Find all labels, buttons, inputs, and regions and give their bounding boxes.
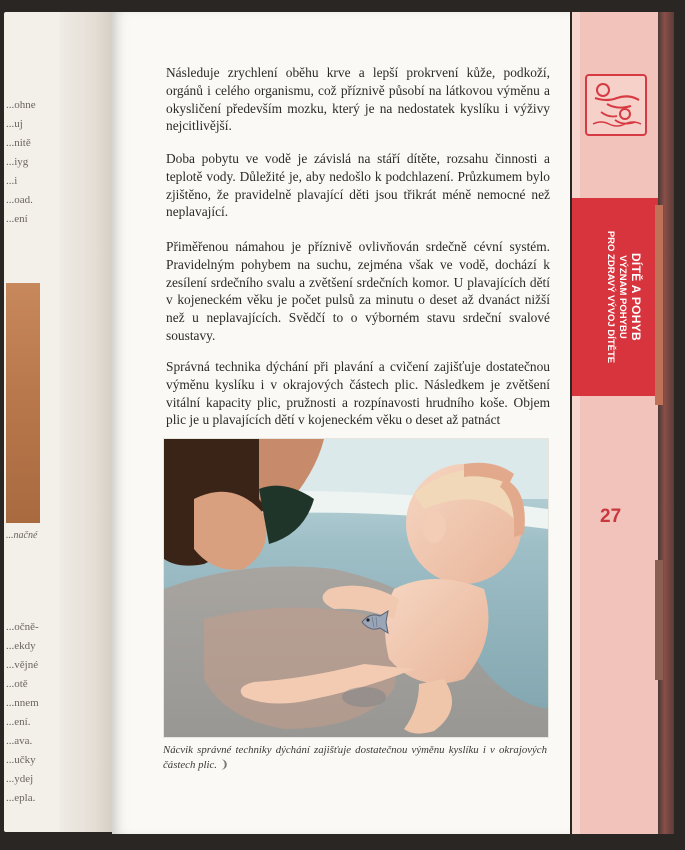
- left-page-photo: [6, 283, 40, 523]
- paragraph-water-time: Doba pobytu ve vodě je závislá na stáří dítěte, rozsahu činnosti a teplotě vody. Důležité je, aby nedošlo k podchlazení. Průzkumem bylo zjištěno, že pravidelně plavající děti jsou třikrát méně nemocné než neplavající.: [166, 151, 550, 220]
- paragraph-breathing: Správná technika dýchání při plavání a cvičení zajišťuje dostatečnou výměnu kyslíku i v okrajových částech plic. Následkem je zvětšení vitální kapacity plic, pružnosti a rozpínavosti hrudního koše. Objem plic je u plavajících dětí v kojeneckém věku o deset až patnáct: [166, 359, 550, 428]
- book-edge: [658, 12, 674, 834]
- book-edge-shade: [655, 560, 663, 680]
- paragraph-circulation: Následuje zrychlení oběhu krve a lepší prokrvení kůže, podkoží, orgánů i celého organismu, což příznivě působí na látkovou výměnu a okysličení především mozku, který je na nedostatek kyslíku i výživy nejcitlivější.: [166, 65, 550, 134]
- chapter-title: DÍTĚ A POHYB: [629, 252, 643, 342]
- chapter-tab-text: [584, 197, 644, 397]
- mother-baby-swim-icon: [587, 76, 645, 134]
- left-page-caption: ...načné: [6, 530, 38, 541]
- left-page-text-bottom: ...očně- ...ekdy ...vějné ...otě ...nnem ...ení. ...ava. ...učky ...ydej ...epla.: [6, 621, 39, 804]
- section-title-line2: PRO ZDRAVÝ VÝVOJ DÍTĚTE: [605, 230, 616, 364]
- side-strip-edge: [572, 12, 580, 834]
- book-edge-highlight: [655, 205, 663, 405]
- fish-icon: [358, 609, 392, 635]
- page-number: 27: [600, 506, 622, 527]
- chapter-icon-box: [585, 74, 647, 136]
- page-gutter: [60, 12, 120, 832]
- left-page-text-top: ...ohne ...uj ...nitě ...iyg ...i ...oad. ...ení: [6, 99, 36, 225]
- section-title-line1: VÝZNAM POHYBU: [617, 255, 628, 339]
- baby-swimming-photo: [163, 438, 549, 738]
- paragraph-cardiovascular: Přiměřenou námahou je příznivě ovlivňován srdečně cévní systém. Pravidelným pohybem na suchu, zejména však ve vodě, dochází k zesílení srdečního svalu a zvětšení srdečních komor. U plavajících dětí v kojeneckém věku je počet pulsů za minutu o deset až dvanáct nižší než u neplavajících. Svědčí to o výborném stavu srdeční svalové soustavy.: [166, 239, 550, 343]
- photo-caption: Nácvik správné techniky dýchání zajišťuje dostatečnou výměnu kyslíku i v okrajových částech plic. ❩: [163, 744, 547, 771]
- caption-end-mark: ❩: [219, 759, 229, 771]
